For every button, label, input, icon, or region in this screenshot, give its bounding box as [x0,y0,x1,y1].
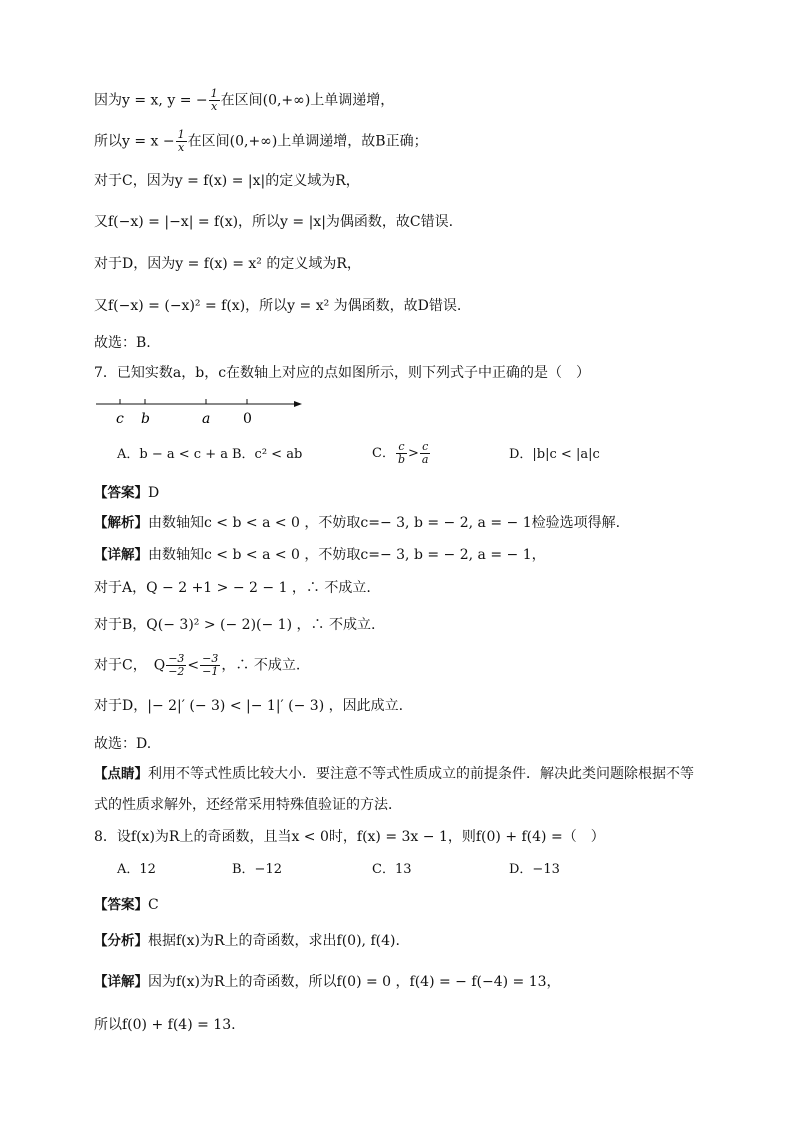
answer-7: 【答案】D [94,485,160,501]
text-line [94,88,394,113]
text-line: 故选：B. [94,335,151,351]
remark-line-2: 式的性质求解外，还经常采用特殊值验证的方法． [94,797,402,813]
option-c: C． $\frac{c}{b}$ > $\frac{c}{a}$ [372,440,429,466]
text-line: 对于C，因为y = f(x) = |x|的定义域为R， [94,173,360,189]
text: 因为y = x, y = − [94,92,208,109]
text: 在区间(0,+∞)上单调递增， [220,92,395,109]
option-d: D．|b|c < |a|c [509,447,600,462]
q8-option-c: C．13 [372,862,412,877]
fraction: $\frac{1}{x}$ [210,87,218,113]
text: 在区间(0,+∞)上单调递增，故B正确； [187,133,428,150]
question-7: 7．已知实数a，b，c在数轴上对应的点如图所示，则下列式子中正确的是（ ） [94,365,591,381]
fraction: $\frac{1}{x}$ [177,128,185,154]
arrow-head-icon [294,401,302,407]
option-b: B．c² < ab [232,447,303,462]
option-a: A．b − a < c + a [117,447,228,462]
text-line [94,129,428,154]
label-zero: 0 [243,411,252,427]
text-line: 对于D，因为y = f(x) = x² 的定义域为R， [94,256,361,272]
reason-b: 对于B，Q(− 3)² > (− 2)(− 1) ，∴ 不成立. [94,617,376,633]
analysis-8: 【分析】根据f(x)为R上的奇函数，求出f(0), f(4). [94,933,400,949]
conclusion-8: 所以f(0) + f(4) = 13. [94,1017,236,1033]
reason-a: 对于A，Q − 2 +1 > − 2 − 1 ，∴ 不成立. [94,580,371,596]
detail-7: 【详解】由数轴知c < b < a < 0 ，不妨取c=− 3, b = − 2, a = − 1， [94,547,546,563]
answer-8: 【答案】C [94,897,159,913]
label-b: b [141,411,150,427]
number-line-figure [94,393,304,433]
reason-c: 对于C， Q $\frac{-3}{-2}$ < $\frac{-3}{-1}$ ，∴ 不成立. [94,652,301,678]
reason-d: 对于D，|− 2|′ (− 3) < |− 1|′ (− 3) ，因此成立. [94,698,404,714]
q8-option-b: B．−12 [232,862,282,877]
text-line: 又f(−x) = (−x)² = f(x)，所以y = x² 为偶函数，故D错误. [94,298,462,314]
analysis-7: 【解析】由数轴知c < b < a < 0 ，不妨取c=− 3, b = − 2, a = − 1检验选项得解. [94,515,621,531]
select-7: 故选：D. [94,736,152,752]
detail-8: 【详解】因为f(x)为R上的奇函数，所以f(0) = 0 ，f(4) = − f(−4) = 13， [94,974,561,990]
text: 所以y = x − [94,133,175,150]
q8-option-d: D．−13 [509,862,560,877]
label-c: c [116,411,124,427]
remark-line-1: 【点睛】利用不等式性质比较大小．要注意不等式性质成立的前提条件．解决此类问题除根据不等 [94,766,694,782]
q8-option-a: A．12 [117,862,156,877]
text-line: 又f(−x) = |−x| = f(x)，所以y = |x|为偶函数，故C错误. [94,214,454,230]
label-a: a [202,411,211,427]
question-8: 8．设f(x)为R上的奇函数，且当x < 0时，f(x) = 3x − 1，则f(0) + f(4) =（ ） [94,829,605,845]
